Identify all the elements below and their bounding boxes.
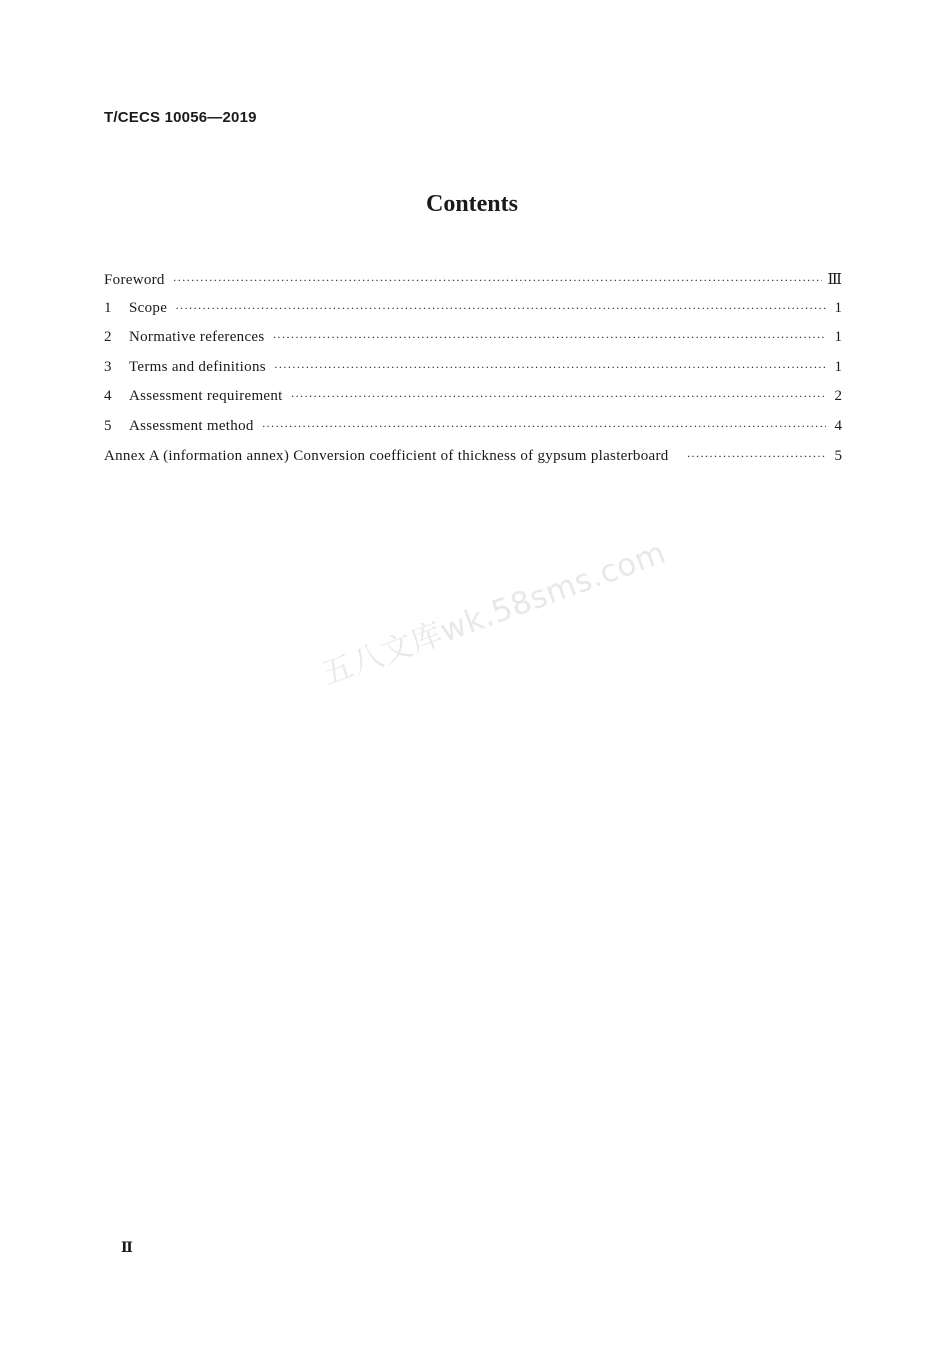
toc-entry-page: Ⅲ xyxy=(827,272,842,288)
page-number: Ⅱ xyxy=(121,1241,133,1256)
toc-entry-foreword[interactable] xyxy=(104,270,842,300)
toc-entry-page: 5 xyxy=(834,447,842,464)
toc-entry-label: Scope xyxy=(129,299,168,316)
toc-leader-dots xyxy=(687,449,826,464)
document-code: T/CECS 10056—2019 xyxy=(104,109,257,126)
toc-entry-annex-a[interactable] xyxy=(104,448,842,478)
toc-entry-normative-references[interactable] xyxy=(104,329,842,359)
toc-leader-dots xyxy=(291,389,826,404)
toc-entry-assessment-requirement[interactable] xyxy=(104,388,842,418)
toc-entry-number: 4 xyxy=(104,388,112,405)
toc-entry-label: Foreword xyxy=(104,272,165,288)
toc-entry-label: Normative references xyxy=(129,329,265,346)
toc-entry-assessment-method[interactable] xyxy=(104,418,842,448)
toc-entry-page: 1 xyxy=(834,358,842,375)
table-of-contents xyxy=(104,270,842,477)
watermark: 五八文库wk.58sms.com xyxy=(317,534,671,693)
toc-entry-page: 1 xyxy=(834,329,842,346)
toc-entry-label: Annex A (information annex) Conversion coefficient of thickness of gypsum plasterboard xyxy=(104,447,669,464)
toc-entry-number: 1 xyxy=(104,299,112,316)
toc-leader-dots xyxy=(274,360,826,375)
toc-entry-number: 2 xyxy=(104,329,112,346)
toc-entry-page: 2 xyxy=(834,388,842,405)
toc-leader-dots xyxy=(173,273,822,288)
toc-entry-label: Assessment method xyxy=(129,417,254,434)
toc-entry-label: Terms and definitions xyxy=(129,358,266,375)
toc-entry-terms-and-definitions[interactable] xyxy=(104,359,842,389)
toc-leader-dots xyxy=(262,419,826,434)
toc-leader-dots xyxy=(273,330,826,345)
toc-entry-page: 4 xyxy=(834,417,842,434)
toc-entry-number: 5 xyxy=(104,417,112,434)
toc-entry-number: 3 xyxy=(104,358,112,375)
toc-entry-label: Assessment requirement xyxy=(129,388,283,405)
page-title: Contents xyxy=(425,191,518,217)
toc-entry-page: 1 xyxy=(834,299,842,316)
toc-leader-dots xyxy=(175,301,826,316)
toc-entry-scope[interactable] xyxy=(104,300,842,330)
